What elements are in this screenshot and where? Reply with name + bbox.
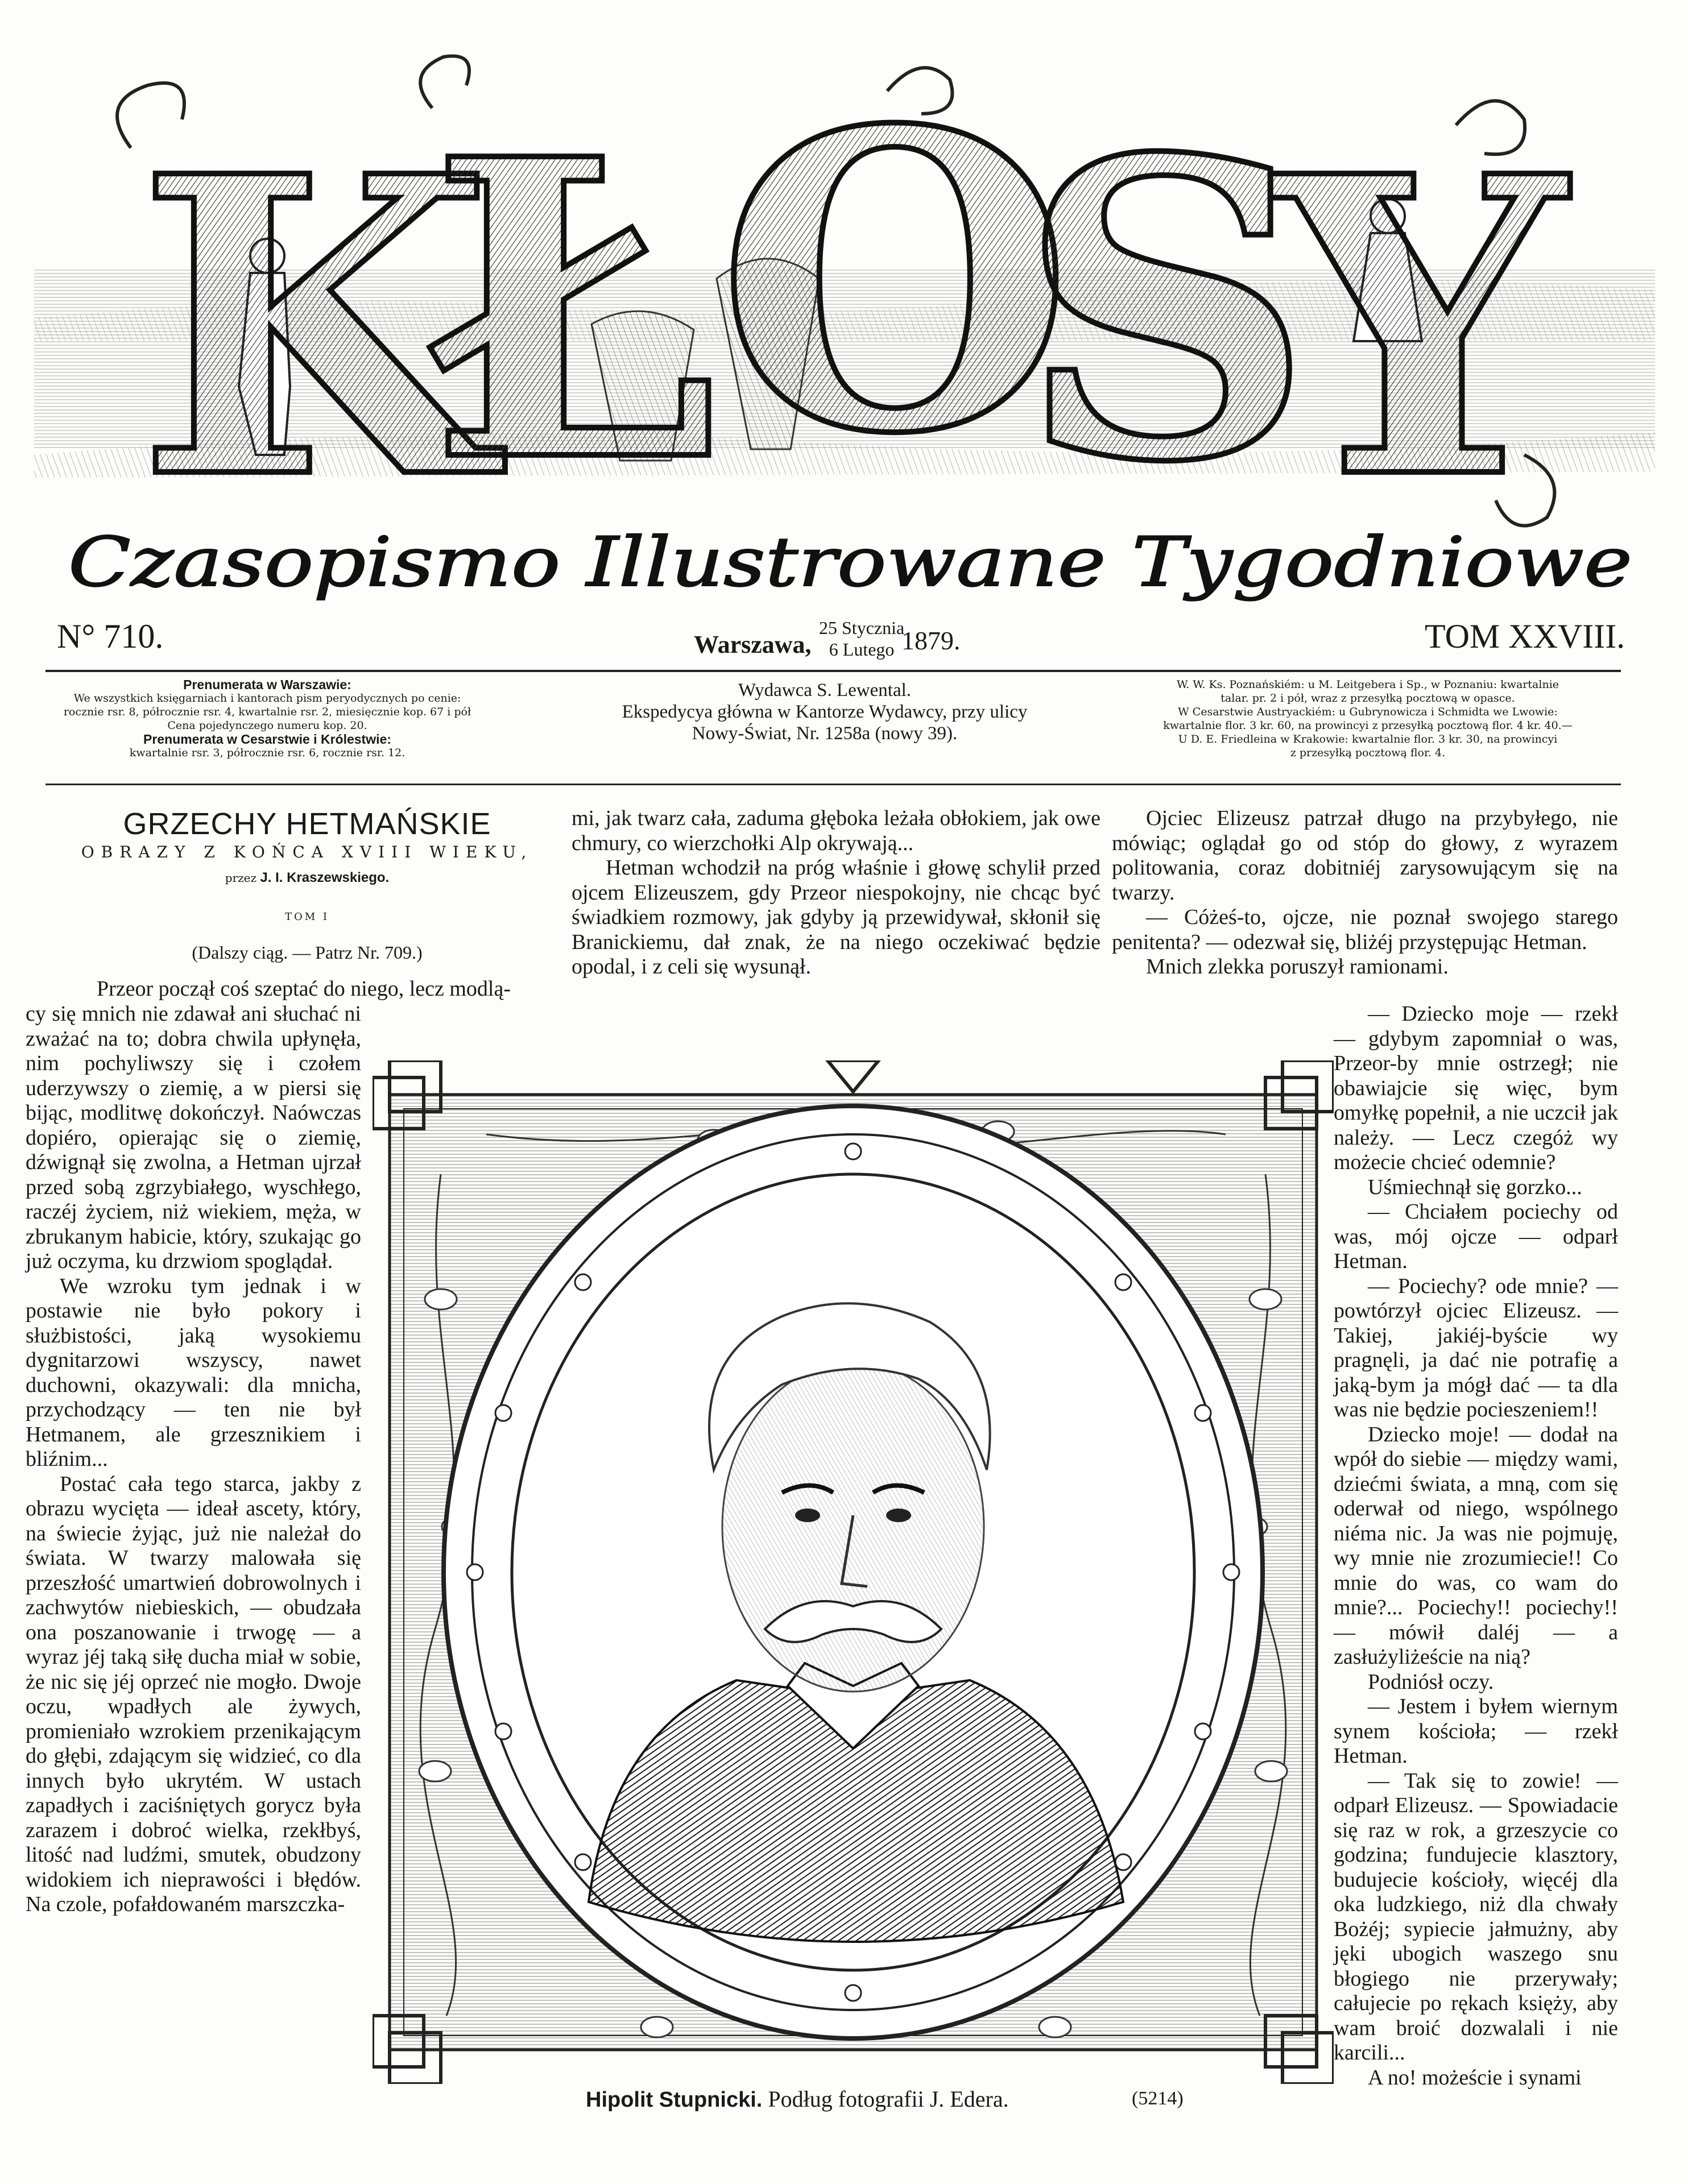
article-continued-note: (Dalszy ciąg. — Patrz Nr. 709.) [192, 942, 423, 963]
column-3-continued [1334, 1002, 1618, 2090]
publisher-info [574, 679, 1075, 744]
issue-date-julian: 25 Stycznia [819, 618, 905, 638]
subscription-line: W. W. Ks. Poznańskiém: u M. Leitgebera i Sp., w Poznaniu: kwartalnie [1176, 678, 1559, 691]
article-paragraph: Podniósł oczy. [1368, 1669, 1494, 1694]
article-paragraph: Postać cała tego starca, jakby z obrazu wycięta — ideał ascety, który, na świecie żyjąc, już nie należał do świata. W twarzy malowała się przeszłość umartwień dobrowolnych i zachwytów niebieskich, — obudzała ona poszanowanie i trwogę — a wyraz jéj taką siłę ducha miał w sobie, że nic się jéj oprzeć nie mogło. Dwoje oczu, wpadłych ale żywych, promieniało wzrokiem przenikającym do głębi, zdającym się widzieć, co dla innych było ukrytém. W ustach zapadłych i zaciśniętych gorycz była zarazem i dobroć wielka, rzekłbyś, litość nad ludźmi, smutek, obudzony widokiem ich nieprawości i błędów. Na czole, pofałdowaném marszczka- [26, 1472, 361, 1916]
article-paragraph: cy się mnich nie zdawał ani słuchać ni zważać na to; dobra chwila upłynęła, nim pochyliwszy się i czołem uderzywszy o ziemię, a w piersi się bijąc, modlitwę dokończył. Naówczas dopiéro, opierając się o ziemię, dźwignął się zwolna, a Hetman ujrzał przed sobą zgrzybiałego, wyschłego, raczéj życiem, niż wiekiem, męża, w zbrukanym habicie, który, szukając go już oczyma, ku drzwiom spoglądał. [26, 1002, 361, 1273]
subscription-empire-heading: Prenumerata w Cesarstwie i Królestwie: [143, 732, 391, 747]
article-paragraph: Dziecko moje! — dodał na wpół do siebie — między wami, dziećmi świata, a mną, com się oderwał od niego, wspólnego niéma nic. Ja was nie pojmuję, wy mnie nie zrozumiecie!! Co mnie do was, co wam do mnie?... Pociechy!! pociechy!! — mówił daléj — a zasłużyliżeście na nią? [1334, 1422, 1618, 1669]
article-paragraph: A no! możeście i synami [1368, 2065, 1582, 2090]
author-name: J. I. Kraszewskiego. [260, 870, 390, 885]
issue-volume: TOM XXVIII. [1425, 618, 1625, 655]
article-paragraph: Mnich zlekka poruszył ramionami. [1146, 955, 1449, 979]
article-paragraph: — Pociechy? ode mnie? — powtórzył ojciec Elizeusz. — Takiej, jakiéj-byście wy pragnęli, ja dać nie potrafię a jaką-bym ja mógł dać — ta dla was nie będzie pocieszeniem!! [1334, 1274, 1618, 1422]
portrait-engraving [373, 1060, 1334, 2084]
portrait-illustration [373, 1060, 1334, 2084]
svg-text:Ł: Ł [427, 71, 718, 552]
column-3 [1112, 806, 1618, 980]
article-volume: TOM I [284, 911, 330, 923]
article-paragraph: — Cóżeś-to, ojcze, nie poznał swojego starego penitenta? — odezwał się, bliżéj przystępując Hetman. [1112, 905, 1618, 954]
masthead-subtitle: Czasopismo Illustrowane Tygodniowe [68, 523, 1632, 602]
publisher-address: Nowy-Świat, Nr. 1258a (nowy 39). [692, 723, 958, 744]
portrait-subject-name: Hipolit Stupnicki. [586, 2088, 763, 2112]
subscription-warsaw [45, 678, 489, 760]
subscription-line: U D. E. Friedleina w Krakowie: kwartalnie flor. 3 kr. 30, na prowincyi [1178, 733, 1558, 745]
portrait-caption [586, 2086, 1009, 2112]
issue-number: N° 710. [57, 618, 164, 655]
svg-text:S: S [1018, 71, 1314, 552]
article-title: GRZECHY HETMAŃSKIE [123, 807, 491, 841]
publisher-address: Ekspedycya główna w Kantorze Wydawcy, przy ulicy [622, 702, 1028, 722]
subscription-line: W Cesarstwie Austryackiém: u Gubrynowicza i Schmidta we Lwowie: [1178, 706, 1558, 718]
subscription-line: z przesyłką pocztową flor. 4. [1290, 747, 1446, 759]
divider-top [45, 670, 1621, 672]
article-paragraph: Hetman wchodził na próg właśnie i głowę schylił przed ojcem Elizeuszem, gdy Przeor niespokojny, nie chcąc być świadkiem rozmowy, jak gdyby ją przewidywał, skłonił się Branickiemu, dał znak, że na niego oczekiwać będzie opodal, i z celi się wysunął. [572, 856, 1100, 979]
article-paragraph: mi, jak twarz cała, zaduma głęboka leżała obłokiem, jak owe chmury, co wierzchołki Alp okrywają... [572, 806, 1100, 855]
svg-text:O: O [717, 42, 1074, 523]
subscription-line: kwartalnie rsr. 3, półrocznie rsr. 6, rocznie rsr. 12. [129, 747, 406, 759]
article-subtitle: OBRAZY Z KOŃCA XVIII WIEKU, [81, 843, 533, 861]
column-1 [26, 1002, 361, 1917]
article-paragraph: — Tak się to zowie! — odparł Elizeusz. — Spowiadacie się raz w rok, a grzeszycie co godzina; fundujecie klasztory, budujecie kościoły, więcéj dla oka ludzkiego, niż dla chwały Bożéj; sypiecie jałmużny, aby jęki ubogich waszego snu błogiego nie przerywały; całujecie po rękach księży, aby wam broić dozwalali i nie karcili... [1334, 1768, 1618, 2065]
column-2 [572, 806, 1100, 980]
article-paragraph: Uśmiechnął się gorzko... [1368, 1175, 1582, 1199]
author-prefix: przez [225, 871, 257, 885]
masthead-title-letters [136, 42, 1575, 569]
article-paragraph: Ojciec Elizeusz patrzał długo na przybyłego, nie mówiąc; oglądał go od stóp do głowy, z wyrazem politowania, coraz dobitniéj zarysowującym się na twarzy. [1112, 806, 1618, 905]
subscription-line: We wszystkich księgarniach i kantorach pism peryodycznych po cenie: [73, 692, 461, 704]
issue-year: 1879. [901, 626, 961, 655]
portrait-credit: Podług fotografii J. Edera. [768, 2086, 1009, 2112]
svg-text:K: K [136, 88, 493, 569]
issue-place: Warszawa, [694, 631, 812, 658]
article-paragraph: Przeor począł coś szeptać do niego, lecz modlą- [97, 977, 511, 1001]
article-author [80, 870, 535, 886]
masthead-illustration [34, 23, 1655, 620]
svg-text:Y: Y [1274, 88, 1566, 569]
issue-date-gregorian: 6 Lutego [829, 639, 895, 660]
divider-bottom [45, 784, 1621, 785]
subscription-warsaw-heading: Prenumerata w Warszawie: [183, 677, 351, 692]
article-paragraph: — Chciałem pociechy od was, mój ojcze — odparł Hetman. [1334, 1200, 1618, 1273]
subscription-line: rocznie rsr. 8, półrocznie rsr. 4, kwartalnie rsr. 2, miesięcznie kop. 67 i pół [63, 706, 471, 718]
article-paragraph: — Dziecko moje — rzekł — gdybym zapomniał o was, Przeor-by mnie ostrzegł; nie obawiajcie się więc, bym omyłkę popełnił, a nie uczcił jak należy. — Lecz czegóż wy możecie chcieć odemnie? [1334, 1002, 1618, 1174]
article-paragraph: We wzroku tym jednak i w postawie nie było pokory i służbistości, jaką wysokiemu dygnitarzowi wszyscy, nawet duchowni, okazywali: dla mnicha, przychodzący — ten nie był Hetmanem, ale grzesznikiem i bliźnim... [26, 1274, 361, 1471]
subscription-line: kwartalnie flor. 3 kr. 60, na prowincyi z przesyłką pocztową flor. 4 kr. 40.— [1163, 719, 1573, 732]
publisher-name: Wydawca S. Lewental. [738, 680, 912, 701]
masthead [34, 23, 1655, 620]
article-paragraph: — Jestem i byłem wiernym synem kościoła; — rzekł Hetman. [1334, 1694, 1618, 1768]
issue-dates [819, 617, 904, 660]
column-1-intro [63, 977, 552, 1002]
figure-number: (5214) [1132, 2088, 1184, 2109]
subscription-line: talar. pr. 2 i pół, wraz z przesyłką pocztową w opasce. [1221, 692, 1515, 704]
subscription-abroad [1118, 678, 1618, 760]
subscription-line: Cena pojedynczego numeru kop. 20. [167, 719, 367, 732]
